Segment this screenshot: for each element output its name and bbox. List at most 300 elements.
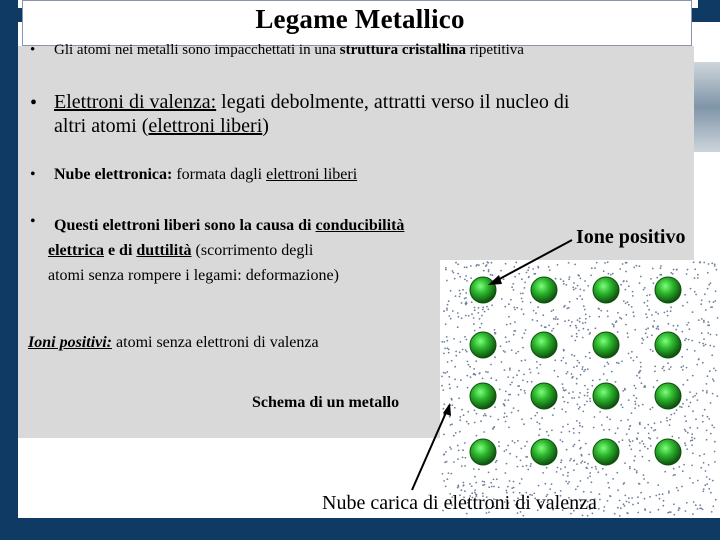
electron-dot <box>583 328 585 330</box>
electron-dot <box>448 315 450 317</box>
electron-dot <box>673 413 675 415</box>
electron-dot <box>621 361 623 363</box>
electron-dot <box>688 339 690 341</box>
electron-dot <box>591 267 593 269</box>
electron-dot <box>686 399 688 401</box>
electron-dot <box>546 467 548 469</box>
electron-dot <box>706 483 708 485</box>
electron-dot <box>520 448 522 450</box>
electron-dot <box>466 280 468 282</box>
electron-dot <box>498 487 500 489</box>
electron-dot <box>649 294 651 296</box>
electron-dot <box>678 437 680 439</box>
electron-dot <box>479 327 481 329</box>
electron-dot <box>494 406 496 408</box>
electron-dot <box>638 405 640 407</box>
electron-dot <box>560 278 562 280</box>
electron-dot <box>686 448 688 450</box>
electron-dot <box>623 503 625 505</box>
electron-dot <box>511 349 513 351</box>
electron-dot <box>709 370 711 372</box>
electron-dot <box>482 309 484 311</box>
positive-ion <box>593 332 619 358</box>
electron-dot <box>682 369 684 371</box>
electron-dot <box>453 272 455 274</box>
electron-dot <box>512 440 514 442</box>
electron-dot <box>495 469 497 471</box>
electron-dot <box>457 487 459 489</box>
electron-dot <box>657 328 659 330</box>
electron-dot <box>697 480 699 482</box>
electron-dot <box>445 451 447 453</box>
electron-dot <box>664 471 666 473</box>
electron-dot <box>697 277 699 279</box>
electron-dot <box>523 332 525 334</box>
electron-dot <box>682 305 684 307</box>
electron-dot <box>503 404 505 406</box>
electron-dot <box>660 421 662 423</box>
electron-dot <box>464 465 466 467</box>
electron-dot <box>706 439 708 441</box>
electron-dot <box>641 342 643 344</box>
electron-dot <box>632 291 634 293</box>
electron-dot <box>653 282 655 284</box>
electron-dot <box>478 264 480 266</box>
electron-dot <box>562 396 564 398</box>
electron-dot <box>650 278 652 280</box>
electron-dot <box>714 451 716 453</box>
electron-dot <box>639 442 641 444</box>
electron-dot <box>623 300 625 302</box>
electron-dot <box>686 367 688 369</box>
electron-dot <box>447 361 449 363</box>
bullet-text: (scorrimento degli <box>191 242 314 259</box>
electron-dot <box>481 323 483 325</box>
electron-dot <box>634 455 636 457</box>
electron-dot <box>465 292 467 294</box>
electron-dot <box>454 378 456 380</box>
electron-dot <box>450 473 452 475</box>
electron-dot <box>536 320 538 322</box>
electron-dot <box>544 483 546 485</box>
electron-dot <box>479 373 481 375</box>
electron-dot <box>487 371 489 373</box>
electron-dot <box>643 478 645 480</box>
electron-dot <box>555 316 557 318</box>
electron-dot <box>691 437 693 439</box>
electron-dot <box>697 399 699 401</box>
electron-dot <box>473 368 475 370</box>
electron-dot <box>584 280 586 282</box>
electron-dot <box>670 306 672 308</box>
electron-dot <box>616 472 618 474</box>
electron-dot <box>560 468 562 470</box>
electron-dot <box>631 351 633 353</box>
electron-dot <box>566 373 568 375</box>
electron-dot <box>459 416 461 418</box>
electron-dot <box>699 504 701 506</box>
electron-dot <box>648 437 650 439</box>
electron-dot <box>630 357 632 359</box>
electron-dot <box>712 505 714 507</box>
electron-dot <box>703 320 705 322</box>
electron-dot <box>514 321 516 323</box>
electron-dot <box>639 282 641 284</box>
electron-dot <box>528 276 530 278</box>
electron-dot <box>627 513 629 515</box>
electron-dot <box>565 284 567 286</box>
electron-dot <box>586 401 588 403</box>
electron-dot <box>576 336 578 338</box>
electron-dot <box>580 278 582 280</box>
electron-dot <box>446 336 448 338</box>
electron-dot <box>569 431 571 433</box>
electron-dot <box>628 497 630 499</box>
electron-dot <box>562 383 564 385</box>
schema-label: Schema di un metallo <box>252 394 400 411</box>
bullet-text: Questi elettroni liberi sono la causa di <box>54 217 316 234</box>
electron-dot <box>464 266 466 268</box>
electron-dot <box>589 333 591 335</box>
electron-dot <box>617 507 619 509</box>
electron-dot <box>455 262 457 264</box>
electron-dot <box>676 269 678 271</box>
electron-dot <box>506 324 508 326</box>
electron-dot <box>490 482 492 484</box>
electron-dot <box>468 423 470 425</box>
positive-ion <box>531 439 557 465</box>
positive-ion <box>531 332 557 358</box>
electron-dot <box>576 463 578 465</box>
electron-dot <box>459 351 461 353</box>
electron-dot <box>446 371 448 373</box>
electron-dot <box>528 267 530 269</box>
electron-dot <box>587 477 589 479</box>
electron-dot <box>597 471 599 473</box>
electron-dot <box>553 318 555 320</box>
electron-dot <box>577 319 579 321</box>
electron-dot <box>539 428 541 430</box>
electron-dot <box>536 412 538 414</box>
electron-dot <box>712 393 714 395</box>
electron-dot <box>452 270 454 272</box>
electron-dot <box>676 487 678 489</box>
electron-dot <box>466 339 468 341</box>
electron-dot <box>535 312 537 314</box>
electron-dot <box>470 376 472 378</box>
electron-dot <box>522 347 524 349</box>
electron-dot <box>626 433 628 435</box>
electron-dot <box>656 380 658 382</box>
electron-dot <box>451 360 453 362</box>
electron-dot <box>553 328 555 330</box>
electron-dot <box>467 411 469 413</box>
electron-dot <box>620 420 622 422</box>
electron-dot <box>567 483 569 485</box>
electron-dot <box>641 337 643 339</box>
electron-dot <box>569 325 571 327</box>
electron-dot <box>654 422 656 424</box>
electron-dot <box>455 355 457 357</box>
electron-dot <box>577 285 579 287</box>
electron-dot <box>647 305 649 307</box>
electron-dot <box>538 267 540 269</box>
electron-dot <box>714 265 716 267</box>
electron-dot <box>549 488 551 490</box>
electron-dot <box>699 342 701 344</box>
electron-dot <box>512 283 514 285</box>
electron-dot <box>715 499 717 501</box>
electron-dot <box>703 338 705 340</box>
electron-dot <box>645 332 647 334</box>
electron-dot <box>708 284 710 286</box>
electron-dot <box>561 431 563 433</box>
electron-dot <box>549 269 551 271</box>
electron-dot <box>509 394 511 396</box>
electron-dot <box>581 298 583 300</box>
electron-dot <box>524 445 526 447</box>
electron-dot <box>585 318 587 320</box>
electron-dot <box>509 367 511 369</box>
electron-dot <box>627 419 629 421</box>
electron-dot <box>557 318 559 320</box>
electron-dot <box>607 482 609 484</box>
electron-dot <box>488 472 490 474</box>
electron-dot <box>636 375 638 377</box>
electron-dot <box>522 293 524 295</box>
electron-dot <box>634 407 636 409</box>
electron-dot <box>539 423 541 425</box>
electron-dot <box>646 295 648 297</box>
electron-dot <box>581 460 583 462</box>
electron-dot <box>692 452 694 454</box>
electron-dot <box>662 368 664 370</box>
electron-dot <box>706 476 708 478</box>
electron-dot <box>583 290 585 292</box>
electron-dot <box>584 461 586 463</box>
electron-dot <box>713 427 715 429</box>
electron-dot <box>662 493 664 495</box>
electron-dot <box>692 513 694 515</box>
electron-dot <box>441 385 443 387</box>
electron-dot <box>476 264 478 266</box>
electron-dot <box>505 472 507 474</box>
electron-dot <box>707 321 709 323</box>
electron-dot <box>612 323 614 325</box>
electron-dot <box>628 285 630 287</box>
electron-dot <box>715 290 717 292</box>
electron-dot <box>599 411 601 413</box>
electron-dot <box>618 362 620 364</box>
electron-dot <box>710 334 712 336</box>
electron-dot <box>609 495 611 497</box>
electron-dot <box>484 311 486 313</box>
electron-dot <box>510 384 512 386</box>
electron-dot <box>707 416 709 418</box>
electron-dot <box>581 368 583 370</box>
electron-dot <box>707 272 709 274</box>
electron-dot <box>511 487 513 489</box>
electron-dot <box>640 362 642 364</box>
electron-dot <box>609 418 611 420</box>
electron-dot <box>636 397 638 399</box>
electron-dot <box>673 325 675 327</box>
electron-dot <box>579 295 581 297</box>
electron-dot <box>504 306 506 308</box>
electron-dot <box>691 340 693 342</box>
electron-dot <box>579 406 581 408</box>
electron-dot <box>447 478 449 480</box>
electron-dot <box>485 415 487 417</box>
electron-dot <box>625 262 627 264</box>
electron-dot <box>457 312 459 314</box>
electron-dot <box>629 441 631 443</box>
electron-dot <box>517 440 519 442</box>
electron-dot <box>632 504 634 506</box>
electron-dot <box>686 324 688 326</box>
electron-dot <box>615 381 617 383</box>
bullet-dot: • <box>30 213 36 230</box>
electron-dot <box>455 432 457 434</box>
electron-dot <box>599 379 601 381</box>
electron-dot <box>584 395 586 397</box>
electron-dot <box>693 501 695 503</box>
electron-dot <box>557 264 559 266</box>
electron-dot <box>540 364 542 366</box>
electron-dot <box>503 278 505 280</box>
electron-dot <box>459 431 461 433</box>
electron-dot <box>658 509 660 511</box>
electron-dot <box>607 500 609 502</box>
electron-dot <box>487 308 489 310</box>
electron-dot <box>522 301 524 303</box>
electron-dot <box>521 478 523 480</box>
electron-dot <box>622 407 624 409</box>
electron-dot <box>660 267 662 269</box>
electron-dot <box>633 460 635 462</box>
electron-dot <box>629 425 631 427</box>
electron-dot <box>681 486 683 488</box>
electron-dot <box>449 416 451 418</box>
bullet-dot: • <box>30 42 36 58</box>
electron-dot <box>461 465 463 467</box>
electron-dot <box>612 478 614 480</box>
electron-dot <box>664 312 666 314</box>
electron-dot <box>694 268 696 270</box>
electron-dot <box>506 463 508 465</box>
electron-dot <box>690 288 692 290</box>
electron-dot <box>576 298 578 300</box>
electron-dot <box>542 472 544 474</box>
electron-dot <box>625 302 627 304</box>
electron-dot <box>692 375 694 377</box>
electron-dot <box>651 427 653 429</box>
electron-dot <box>560 462 562 464</box>
electron-dot <box>644 427 646 429</box>
electron-dot <box>506 416 508 418</box>
electron-dot <box>567 371 569 373</box>
electron-dot <box>650 445 652 447</box>
electron-dot <box>634 469 636 471</box>
electron-dot <box>700 467 702 469</box>
electron-dot <box>631 306 633 308</box>
electron-dot <box>459 290 461 292</box>
electron-dot <box>516 456 518 458</box>
electron-dot <box>663 500 665 502</box>
electron-dot <box>654 366 656 368</box>
electron-dot <box>563 306 565 308</box>
electron-dot <box>457 445 459 447</box>
electron-dot <box>655 311 657 313</box>
electron-dot <box>599 493 601 495</box>
electron-dot <box>480 420 482 422</box>
electron-dot <box>463 414 465 416</box>
electron-dot <box>625 289 627 291</box>
electron-dot <box>692 482 694 484</box>
electron-dot <box>557 323 559 325</box>
electron-dot <box>571 321 573 323</box>
electron-dot <box>474 309 476 311</box>
electron-dot <box>513 266 515 268</box>
electron-dot <box>443 480 445 482</box>
electron-dot <box>596 262 598 264</box>
electron-dot <box>663 370 665 372</box>
electron-dot <box>570 458 572 460</box>
electron-dot <box>574 340 576 342</box>
electron-dot <box>647 300 649 302</box>
electron-dot <box>486 264 488 266</box>
electron-dot <box>525 456 527 458</box>
electron-dot <box>691 444 693 446</box>
electron-dot <box>471 301 473 303</box>
electron-dot <box>505 391 507 393</box>
electron-dot <box>682 384 684 386</box>
electron-dot <box>443 403 445 405</box>
electron-dot <box>711 306 713 308</box>
electron-dot <box>519 483 521 485</box>
electron-dot <box>623 280 625 282</box>
electron-dot <box>576 420 578 422</box>
electron-dot <box>576 327 578 329</box>
electron-dot <box>507 376 509 378</box>
electron-dot <box>530 302 532 304</box>
electron-dot <box>703 345 705 347</box>
electron-dot <box>458 450 460 452</box>
electron-dot <box>563 349 565 351</box>
electron-dot <box>635 388 637 390</box>
electron-dot <box>685 430 687 432</box>
electron-dot <box>562 357 564 359</box>
electron-dot <box>636 437 638 439</box>
electron-dot <box>677 490 679 492</box>
electron-dot <box>642 404 644 406</box>
electron-dot <box>468 315 470 317</box>
electron-dot <box>567 475 569 477</box>
electron-dot <box>514 442 516 444</box>
electron-dot <box>666 420 668 422</box>
electron-dot <box>471 485 473 487</box>
electron-dot <box>524 390 526 392</box>
bullet-text: ) <box>262 115 269 137</box>
electron-dot <box>563 280 565 282</box>
electron-dot <box>620 404 622 406</box>
electron-dot <box>445 323 447 325</box>
electron-dot <box>530 418 532 420</box>
electron-dot <box>702 490 704 492</box>
electron-dot <box>516 307 518 309</box>
electron-dot <box>626 501 628 503</box>
electron-dot <box>687 269 689 271</box>
